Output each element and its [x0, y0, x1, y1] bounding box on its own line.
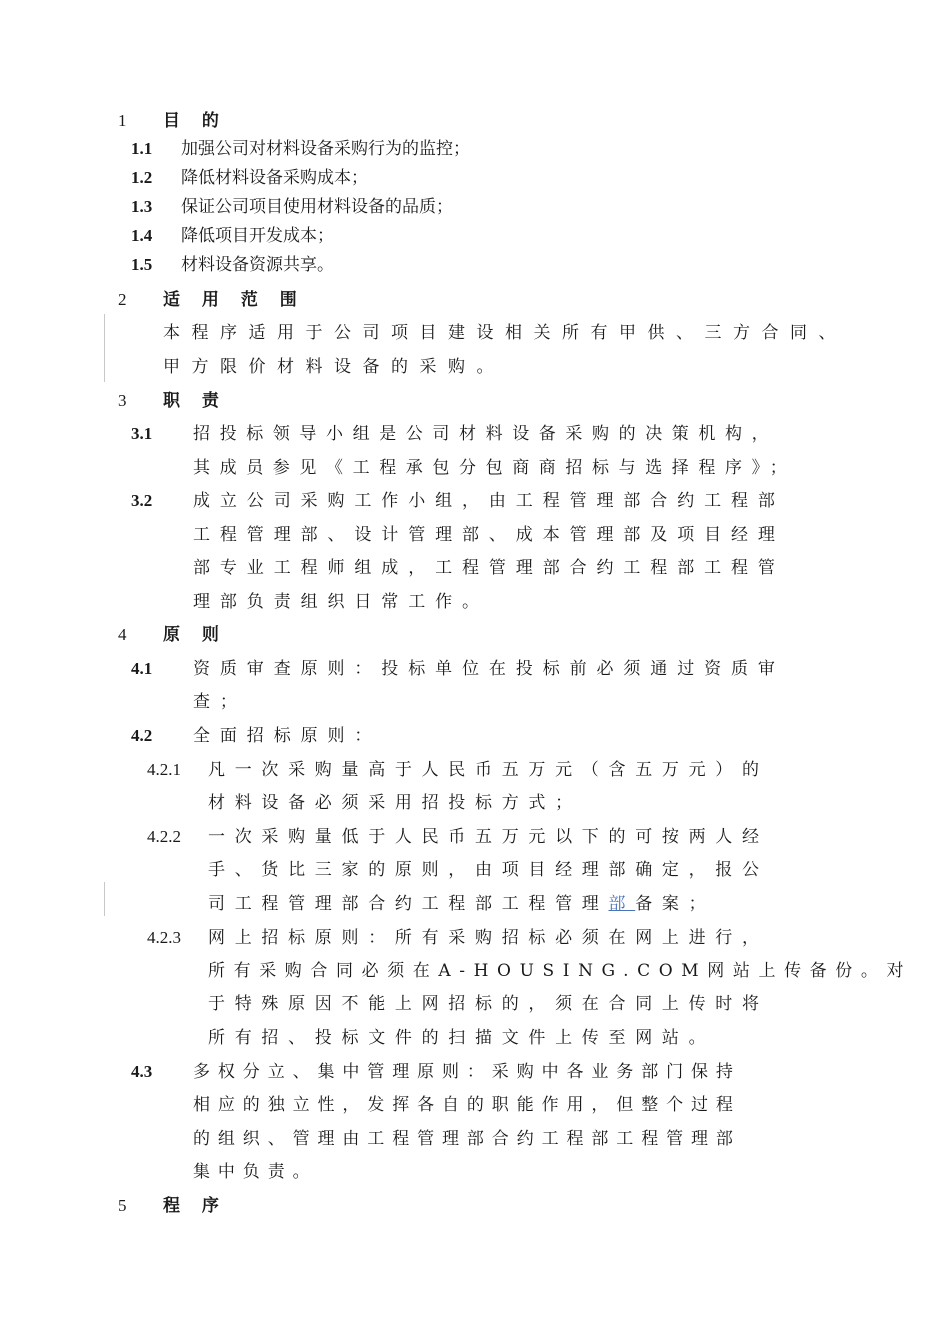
item-number: 4.1 — [131, 659, 153, 678]
section-number: 2 — [118, 290, 127, 309]
item-number: 1.4 — [131, 226, 153, 245]
section-number: 3 — [118, 391, 127, 410]
paragraph-line: 所有招、投标文件的扫描文件上传至网站。 — [208, 1028, 716, 1048]
paragraph-line: 手、货比三家的原则，由项目经理部确定，报公 — [208, 860, 769, 880]
section-title: 目 的 — [163, 111, 227, 131]
item-number: 4.2.2 — [147, 827, 181, 846]
item-text: 材料设备资源共享。 — [181, 255, 334, 275]
item-number: 1.3 — [131, 197, 153, 216]
item-text: 降低项目开发成本； — [181, 226, 334, 246]
item-number: 3.1 — [131, 424, 153, 443]
paragraph-text: 司工程管理部合约工程部工程管理 — [208, 894, 609, 914]
paragraph-text: 备案； — [635, 894, 716, 914]
change-bar — [104, 882, 105, 916]
section-number: 1 — [118, 111, 127, 130]
paragraph-line: 本程序适用于公司项目建设相关所有甲供、三方合同、 — [163, 323, 847, 343]
paragraph-line: 部专业工程师组成，工程管理部合约工程部工程管 — [193, 558, 785, 578]
paragraph-line: 于特殊原因不能上网招标的，须在合同上传时将 — [208, 994, 769, 1014]
paragraph-line: 多权分立、集中管理原则：采购中各业务部门保持 — [193, 1062, 741, 1082]
item-number: 4.2.1 — [147, 760, 181, 779]
change-bar — [104, 314, 105, 382]
item-number: 1.2 — [131, 168, 153, 187]
paragraph-line: 工程管理部、设计管理部、成本管理部及项目经理 — [193, 525, 785, 545]
section-title: 程 序 — [163, 1196, 227, 1216]
paragraph-line: 甲方限价材料设备的采购。 — [163, 357, 505, 377]
paragraph-line: 集中负责。 — [193, 1162, 318, 1182]
inline-link[interactable]: 部 — [608, 894, 636, 914]
item-number: 4.3 — [131, 1062, 153, 1081]
paragraph-line: 其成员参见《工程承包分包商商招标与选择程序》； — [193, 458, 797, 478]
paragraph-line: 全面招标原则： — [193, 726, 382, 746]
paragraph-line: 材料设备必须采用招投标方式； — [208, 793, 582, 813]
paragraph-line — [208, 893, 715, 915]
paragraph-line: 相应的独立性，发挥各自的职能作用，但整个过程 — [193, 1095, 741, 1115]
section-title: 适 用 范 围 — [163, 290, 305, 310]
paragraph-line: 网上招标原则：所有采购招标必须在网上进行， — [208, 928, 769, 948]
paragraph-line: 所有采购合同必须在A-HOUSING.COM网站上传备份。对 — [208, 961, 913, 981]
item-text: 加强公司对材料设备采购行为的监控； — [181, 139, 470, 159]
paragraph-line: 一次采购量低于人民币五万元以下的可按两人经 — [208, 827, 769, 847]
paragraph-line: 的组织、管理由工程管理部合约工程部工程管理部 — [193, 1129, 741, 1149]
item-number: 4.2 — [131, 726, 153, 745]
paragraph-line: 成立公司采购工作小组，由工程管理部合约工程部 — [193, 491, 785, 511]
item-number: 3.2 — [131, 491, 153, 510]
item-number: 4.2.3 — [147, 928, 181, 947]
paragraph-line: 资质审查原则：投标单位在投标前必须通过资质审 — [193, 659, 785, 679]
paragraph-line: 凡一次采购量高于人民币五万元（含五万元）的 — [208, 760, 769, 780]
section-number: 4 — [118, 625, 127, 644]
paragraph-line: 招投标领导小组是公司材料设备采购的决策机构， — [193, 424, 779, 444]
paragraph-line: 理部负责组织日常工作。 — [193, 592, 489, 612]
section-title: 职 责 — [163, 391, 227, 411]
paragraph-line: 查； — [193, 692, 247, 712]
item-text: 降低材料设备采购成本； — [181, 168, 368, 188]
section-title: 原 则 — [163, 625, 227, 645]
item-number: 1.5 — [131, 255, 153, 274]
section-number: 5 — [118, 1196, 127, 1215]
item-number: 1.1 — [131, 139, 153, 158]
item-text: 保证公司项目使用材料设备的品质； — [181, 197, 453, 217]
